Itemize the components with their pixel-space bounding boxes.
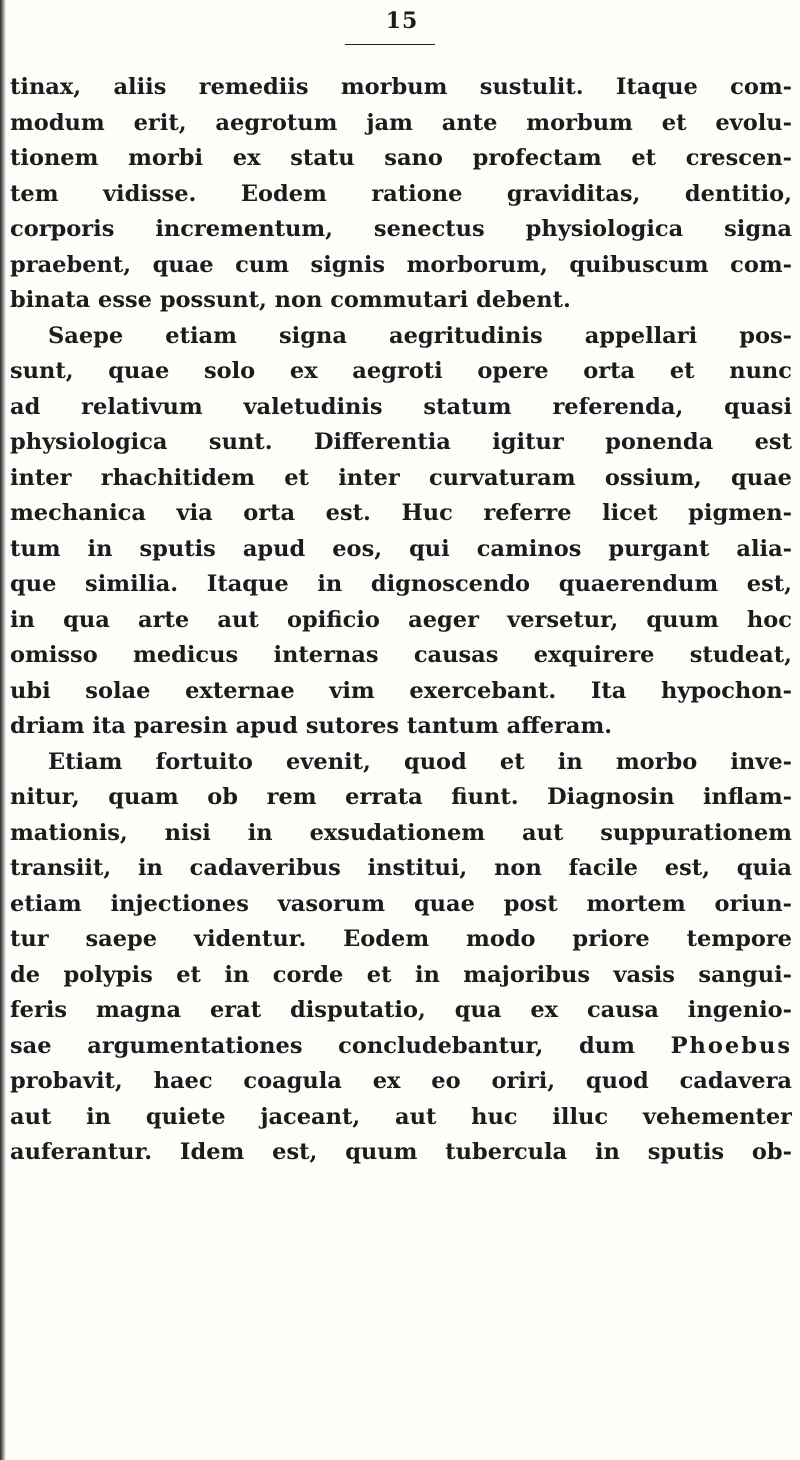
- text-line: driam ita paresin apud sutores tantum afferam.: [10, 713, 613, 739]
- text-line: nitur, quam ob rem errata fiunt. Diagnosin inflam-: [10, 784, 792, 810]
- text-line: mationis, nisi in exsudationem aut suppurationem: [10, 819, 792, 846]
- text-line: que similia. Itaque in dignoscendo quaerendum est,: [10, 571, 792, 597]
- person-name-phoebus: Phoebus: [670, 1032, 792, 1059]
- body-text: [10, 70, 792, 1171]
- text-line: de polypis et in corde et in majoribus vasis sangui-: [10, 961, 792, 988]
- text-line: praebent, quae cum signis morborum, quibuscum com-: [10, 251, 792, 278]
- text-line: binata esse possunt, non commutari debent.: [10, 287, 571, 313]
- text-line: tum in sputis apud eos, qui caminos purgant alia-: [10, 535, 792, 562]
- text-line: corporis incrementum, senectus physiologica signa: [10, 216, 792, 242]
- text-line: ubi solae externae vim exercebant. Ita hypochon-: [10, 677, 792, 704]
- page-edge-shadow: [0, 0, 6, 1460]
- text-line: tinax, aliis remediis morbum sustulit. Itaque com-: [10, 74, 792, 100]
- paragraph-start-line: Etiam fortuito evenit, quod et in morbo inve-: [48, 748, 792, 775]
- text-line: probavit, haec coagula ex eo oriri, quod cadavera: [10, 1068, 792, 1094]
- paragraph-start-line: Saepe etiam signa aegritudinis appellari pos-: [48, 322, 792, 349]
- text-fragment: sae argumentationes concludebantur, dum: [10, 1032, 635, 1059]
- text-line: tur saepe videntur. Eodem modo priore tempore: [10, 926, 792, 952]
- text-line: feris magna erat disputatio, qua ex causa ingenio-: [10, 997, 792, 1023]
- text-line: etiam injectiones vasorum quae post mortem oriun-: [10, 890, 792, 917]
- text-line: modum erit, aegrotum jam ante morbum et evolu-: [10, 109, 792, 136]
- text-line: tem vidisse. Eodem ratione graviditas, dentitio,: [10, 180, 792, 207]
- text-line: ad relativum valetudinis statum referenda, quasi: [10, 393, 792, 420]
- text-line: auferantur. Idem est, quum tubercula in sputis ob-: [10, 1139, 792, 1165]
- text-line: inter rhachitidem et inter curvaturam ossium, quae: [10, 464, 792, 491]
- text-line: transiit, in cadaveribus institui, non facile est, quia: [10, 855, 792, 881]
- text-line: aut in quiete jaceant, aut huc illuc vehementer: [10, 1103, 792, 1130]
- page-number: 15: [385, 8, 419, 34]
- text-line: mechanica via orta est. Huc referre licet pigmen-: [10, 500, 792, 526]
- text-line: tionem morbi ex statu sano profectam et crescen-: [10, 145, 792, 171]
- text-line: sunt, quae solo ex aegroti opere orta et nunc: [10, 358, 792, 384]
- text-line: omisso medicus internas causas exquirere studeat,: [10, 642, 792, 668]
- text-line-with-name: [10, 1029, 792, 1065]
- header-rule: [345, 44, 435, 45]
- text-line: in qua arte aut opificio aeger versetur, quum hoc: [10, 606, 792, 633]
- text-line: physiologica sunt. Differentia igitur ponenda est: [10, 429, 792, 455]
